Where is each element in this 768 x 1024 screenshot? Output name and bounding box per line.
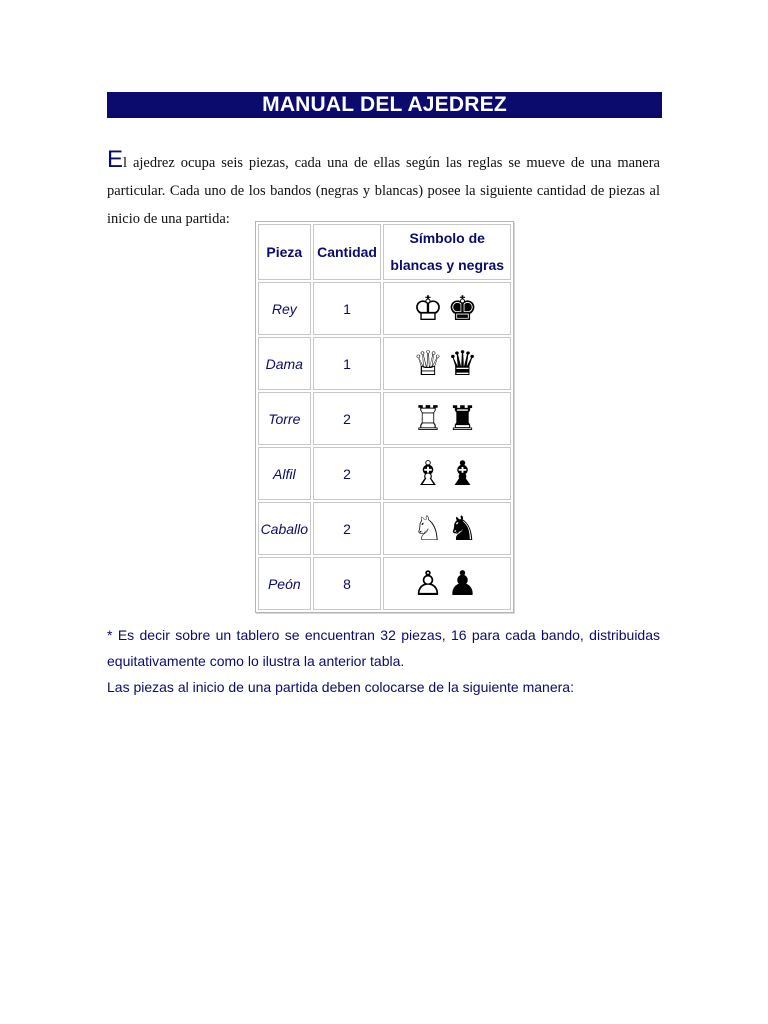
header-count: Cantidad	[313, 224, 382, 280]
intro-text: l ajedrez ocupa seis piezas, cada una de ellas según las reglas se mueve de una manera particular. Cada uno de los bandos (negras y blancas) posee la siguiente cantidad de piezas al inicio de una partida:	[107, 154, 660, 227]
table-row	[258, 502, 511, 555]
rook-icon: ♖♜	[383, 392, 511, 445]
piece-count: 2	[313, 447, 382, 500]
piece-count: 1	[313, 282, 382, 335]
piece-count: 2	[313, 392, 382, 445]
table-row	[258, 447, 511, 500]
page-title: MANUAL DEL AJEDREZ	[107, 92, 662, 118]
header-piece: Pieza	[258, 224, 311, 280]
intro-paragraph	[107, 145, 660, 233]
table-row	[258, 557, 511, 610]
table-row	[258, 392, 511, 445]
footnote-text: * Es decir sobre un tablero se encuentran 32 piezas, 16 para cada bando, distribuidas equitativamente como lo ilustra la anterior tabla.	[107, 627, 660, 669]
table-header-row	[258, 224, 511, 280]
intro-dropcap: E	[107, 145, 124, 173]
piece-name: Torre	[258, 392, 311, 445]
piece-count: 8	[313, 557, 382, 610]
piece-name: Peón	[258, 557, 311, 610]
table-row	[258, 282, 511, 335]
piece-name: Caballo	[258, 502, 311, 555]
piece-name: Alfil	[258, 447, 311, 500]
footnote-last-line: Las piezas al inicio de una partida deben colocarse de la siguiente manera:	[107, 679, 574, 695]
table-row	[258, 337, 511, 390]
queen-icon: ♕♛	[383, 337, 511, 390]
bishop-icon: ♗♝	[383, 447, 511, 500]
knight-icon: ♘♞	[383, 502, 511, 555]
piece-name: Dama	[258, 337, 311, 390]
pieces-table	[255, 221, 514, 613]
piece-name: Rey	[258, 282, 311, 335]
king-icon: ♔♚	[383, 282, 511, 335]
piece-count: 2	[313, 502, 382, 555]
pawn-icon: ♙♟	[383, 557, 511, 610]
footnote-paragraph	[107, 622, 660, 700]
piece-count: 1	[313, 337, 382, 390]
header-symbol: Símbolo de blancas y negras	[383, 224, 511, 280]
